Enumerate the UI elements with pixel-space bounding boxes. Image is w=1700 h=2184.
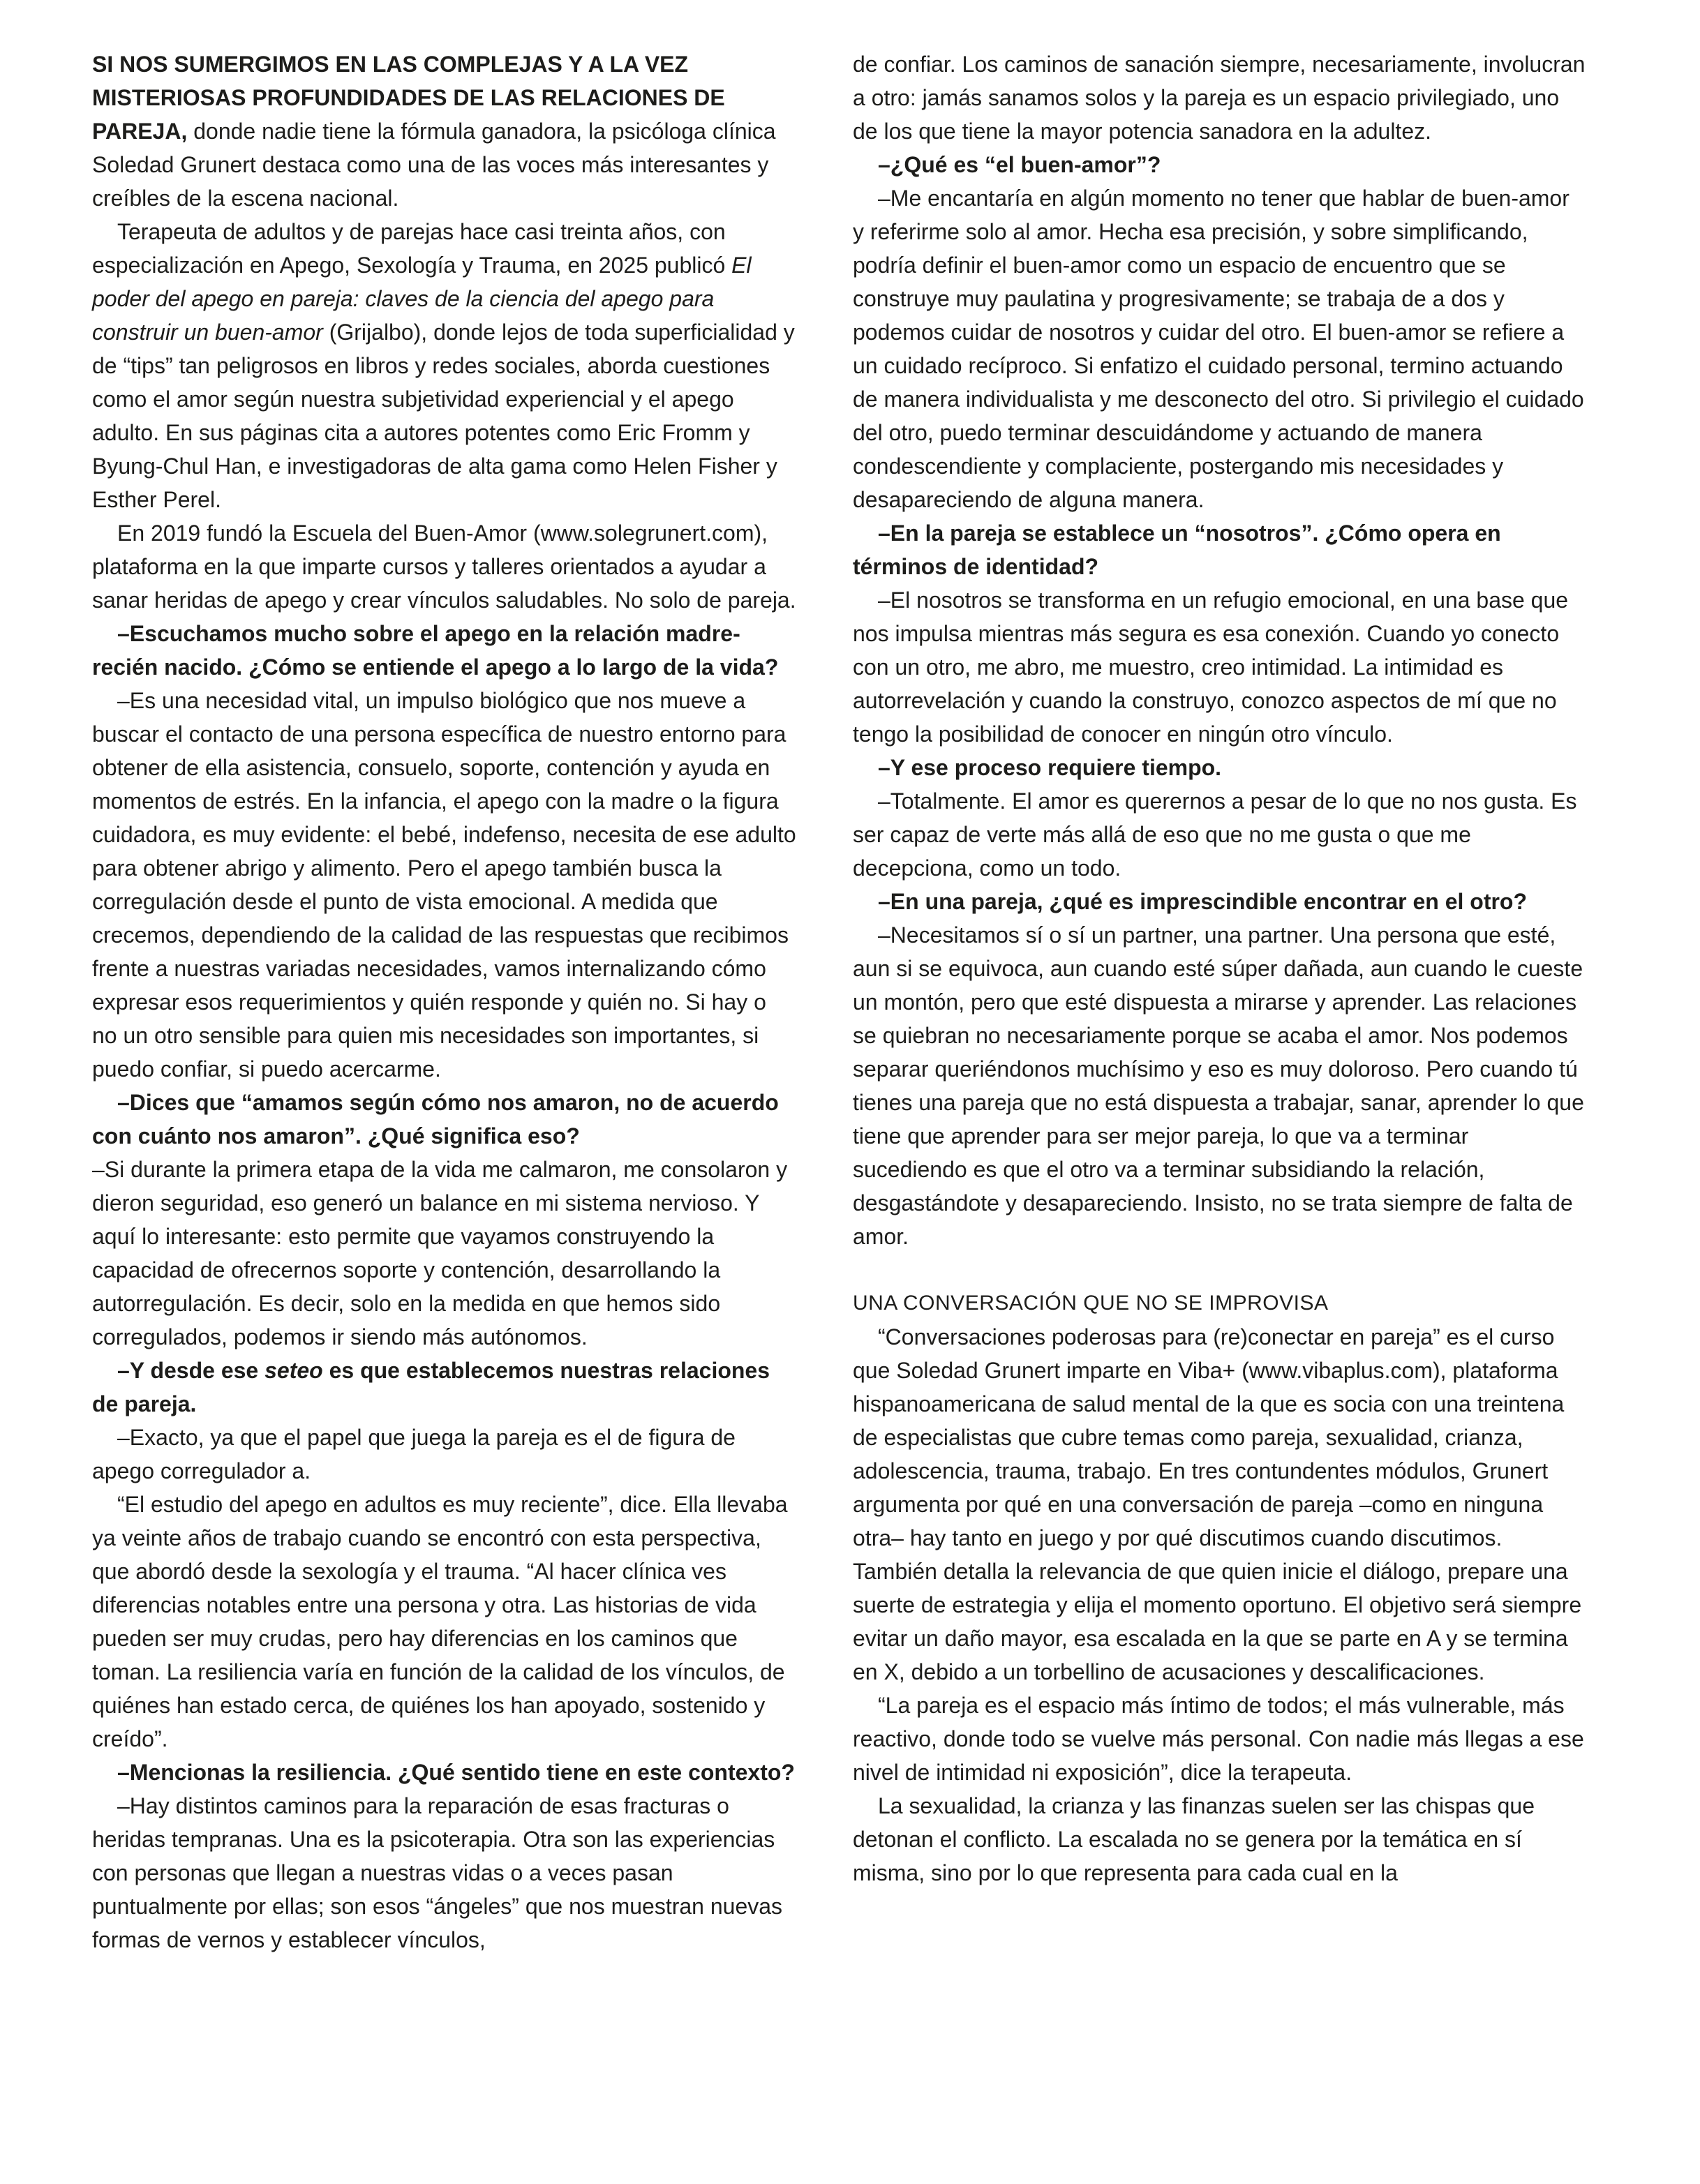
question-2: –Dices que “amamos según cómo nos amaron, no de acuerdo con cuánto nos amaron”. ¿Qué significa eso?: [92, 1090, 779, 1149]
right-column: [853, 47, 1586, 1890]
question-6: –En la pareja se establece un “nosotros”. ¿Cómo opera en términos de identidad?: [853, 521, 1501, 579]
intro-text-cont: (Grijalbo), donde lejos de toda superficialidad y de “tips” tan peligrosos en libros y redes sociales, aborda cuestiones como el amor según nuestra subjetividad experiencial y el apego adulto. En sus páginas cita a autores potentes como Eric Fromm y Byung-Chul Han, e investigadoras de alta gama como Helen Fisher y Esther Perel.: [92, 320, 795, 512]
answer-6: –El nosotros se transforma en un refugio emocional, en una base que nos impulsa mientras más segura es esa conexión. Cuando yo conecto con un otro, me abro, me muestro, creo intimidad. La intimidad es autorrevelación y cuando la construyo, conozco aspectos de mí que no tengo la posibilidad de conocer en ningún otro vínculo.: [853, 588, 1569, 747]
section-paragraph-2: “La pareja es el espacio más íntimo de todos; el más vulnerable, más reactivo, donde todo se vuelve más personal. Con nadie más llegas a ese nivel de intimidad ni exposición”, dice la terapeuta.: [853, 1693, 1584, 1785]
question-3-italic: seteo: [264, 1358, 323, 1383]
answer-5: –Me encantaría en algún momento no tener que hablar de buen-amor y referirme solo al amor. Hecha esa precisión, y sobre simplificando, podría definir el buen-amor como un espacio de encuentro que se construye muy paulatina y progresivamente; se trabaja de a dos y podemos cuidar de nosotros y cuidar del otro. El buen-amor se refiere a un cuidado recíproco. Si enfatizo el cuidado personal, termino actuando de manera individualista y me desconecto del otro. Si privilegio el cuidado del otro, puedo terminar descuidándome y actuando de manera condescendiente y complaciente, postergando mis necesidades y desapareciendo de alguna manera.: [853, 186, 1584, 512]
intro-paragraph-2: En 2019 fundó la Escuela del Buen-Amor (www.solegrunert.com), plataforma en la que imparte cursos y talleres orientados a ayudar a sanar heridas de apego y crear vínculos saludables. No solo de pareja.: [92, 521, 796, 613]
intro-paragraph-1: [92, 215, 797, 516]
book-title: El poder del apego en pareja: claves de la ciencia del apego para construir un buen-amor: [92, 253, 752, 345]
narrative-paragraph: “El estudio del apego en adultos es muy reciente”, dice. Ella llevaba ya veinte años de trabajo cuando se encontró con esta perspectiva, que abordó desde la sexología y el trauma. “Al hacer clínica ves diferencias notables entre una persona y otra. Las historias de vida pueden ser muy crudas, pero hay diferencias en los caminos que toman. La resiliencia varía en función de la calidad de los vínculos, de quiénes han estado cerca, de quiénes los han apoyado, sostenido y creído”.: [92, 1492, 788, 1751]
answer-3: –Exacto, ya que el papel que juega la pareja es el de figura de apego corregulador a.: [92, 1425, 736, 1483]
question-7: –Y ese proceso requiere tiempo.: [878, 755, 1222, 780]
section-paragraph-3: La sexualidad, la crianza y las finanzas suelen ser las chispas que detonan el conflicto. La escalada no se genera por la temática en sí misma, sino por lo que representa para cada cual en la: [853, 1793, 1535, 1885]
lead-text: donde nadie tiene la fórmula ganadora, la psicóloga clínica Soledad Grunert destaca como una de las voces más interesantes y creíbles de la escena nacional.: [92, 119, 776, 211]
question-8: –En una pareja, ¿qué es imprescindible encontrar en el otro?: [878, 889, 1528, 914]
answer-4-continued: de confiar. Los caminos de sanación siempre, necesariamente, involucran a otro: jamás sanamos solos y la pareja es un espacio privilegiado, uno de los que tiene la mayor potencia sanadora en la adultez.: [853, 52, 1586, 144]
answer-2: –Si durante la primera etapa de la vida me calmaron, me consolaron y dieron seguridad, eso generó un balance en mi sistema nervioso. Y aquí lo interesante: esto permite que vayamos construyendo la capacidad de ofrecernos soporte y contención, desarrollando la autorregulación. Es decir, solo en la medida en que hemos sido corregulados, podemos ir siendo más autónomos.: [92, 1157, 788, 1349]
answer-1: –Es una necesidad vital, un impulso biológico que nos mueve a buscar el contacto de una persona específica de nuestro entorno para obtener de ella asistencia, consuelo, soporte, contención y ayuda en momentos de estrés. En la infancia, el apego con la madre o la figura cuidadora, es muy evidente: el bebé, indefenso, necesita de ese adulto para obtener abrigo y alimento. Pero el apego también busca la corregulación desde el punto de vista emocional. A medida que crecemos, dependiendo de la calidad de las respuestas que recibimos frente a nuestras variadas necesidades, vamos internalizando cómo expresar esos requerimientos y quién responde y quién no. Si hay o no un otro sensible para quien mis necesidades son importantes, si puedo confiar, si puedo acercarme.: [92, 688, 796, 1082]
intro-text: Terapeuta de adultos y de parejas hace casi treinta años, con especialización en Apego, Sexología y Trauma, en 2025 publicó: [92, 219, 732, 278]
lead-kicker: SI NOS SUMERGIMOS EN LAS COMPLEJAS Y A LA VEZ MISTERIOSAS PROFUNDIDADES DE LAS RELACIONES DE PAREJA,: [92, 52, 725, 144]
section-paragraph-1: “Conversaciones poderosas para (re)conectar en pareja” es el curso que Soledad Grunert imparte en Viba+ (www.vibaplus.com), plataforma hispanoamericana de salud mental de la que es socia con una treintena de especialistas que cubre temas como pareja, sexualidad, crianza, adolescencia, trauma, trabajo. En tres contundentes módulos, Grunert argumenta por qué en una conversación de pareja –como en ninguna otra– hay tanto en juego y por qué discutimos cuando discutimos. También detalla la relevancia de que quien inicie el diálogo, prepare una suerte de estrategia y elija el momento oportuno. El objetivo será siempre evitar un daño mayor, esa escalada en la que se parte en A y se termina en X, debido a un torbellino de acusaciones y descalificaciones.: [853, 1324, 1582, 1684]
question-5: –¿Qué es “el buen-amor”?: [878, 152, 1161, 177]
question-3-text-cont: es que establecemos nuestras relaciones de pareja.: [92, 1358, 770, 1416]
question-3: [92, 1354, 797, 1421]
answer-8: –Necesitamos sí o sí un partner, una partner. Una persona que esté, aun si se equivoca, aun cuando esté súper dañada, aun cuando le cueste un montón, pero que esté dispuesta a mirarse y aprender. Las relaciones se quiebran no necesariamente porque se acaba el amor. Nos podemos separar queriéndonos muchísimo y eso es muy doloroso. Pero cuando tú tienes una pareja que no está dispuesta a trabajar, sanar, aprender lo que tiene que aprender para ser mejor pareja, lo que va a terminar sucediendo es que el otro va a terminar subsidiando la relación, desgastándote y desapareciendo. Insisto, no se trata siempre de falta de amor.: [853, 922, 1584, 1249]
question-4: –Mencionas la resiliencia. ¿Qué sentido tiene en este contexto?: [117, 1760, 795, 1785]
answer-4: –Hay distintos caminos para la reparación de esas fracturas o heridas tempranas. Una es la psicoterapia. Otra son las experiencias con personas que llegan a nuestras vidas o a veces pasan puntualmente por ellas; son esos “ángeles” que nos muestran nuevas formas de vernos y establecer vínculos,: [92, 1793, 783, 1952]
left-column: [92, 47, 797, 1957]
lead-paragraph: [92, 47, 797, 215]
question-1: –Escuchamos mucho sobre el apego en la relación madre-recién nacido. ¿Cómo se entiende el apego a lo largo de la vida?: [92, 621, 779, 680]
answer-7: –Totalmente. El amor es querernos a pesar de lo que no nos gusta. Es ser capaz de verte más allá de eso que no me gusta o que me decepciona, como un todo.: [853, 788, 1577, 881]
question-3-text: –Y desde ese: [117, 1358, 265, 1383]
section-title: UNA CONVERSACIÓN QUE NO SE IMPROVISA: [853, 1292, 1329, 1315]
